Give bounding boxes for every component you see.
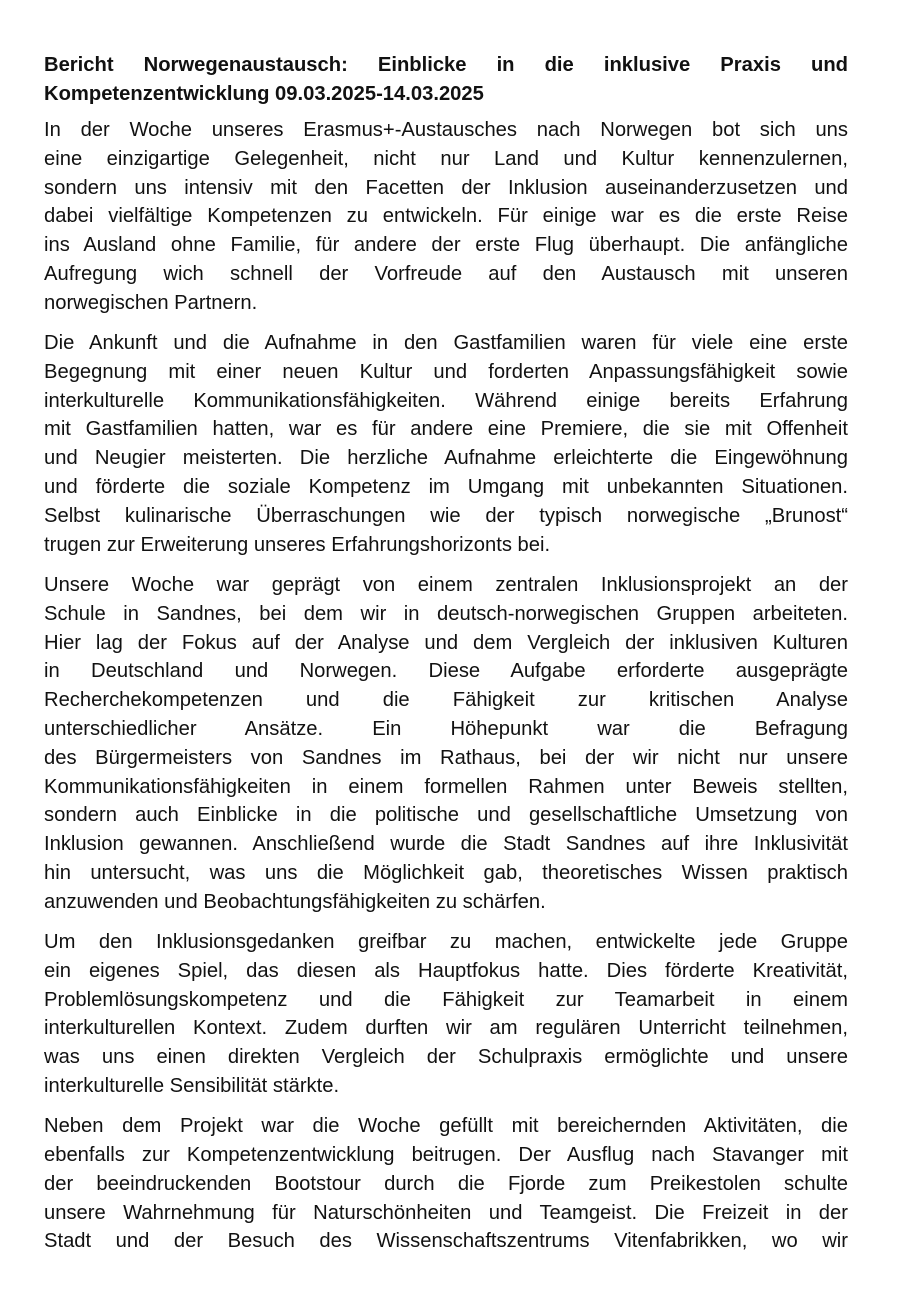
text-line: was uns einen direkten Vergleich der Schulpraxis ermöglichte und unsere [44,1046,848,1069]
title-line: Kompetenzentwicklung 09.03.2025-14.03.2025 [44,83,484,105]
text-line: Hier lag der Fokus auf der Analyse und dem Vergleich der inklusiven Kulturen [44,631,848,654]
document-page [44,51,848,1268]
text-line: sondern auch Einblicke in die politische und gesellschaftliche Umsetzung von [44,804,848,827]
text-line: trugen zur Erweiterung unseres Erfahrungshorizonts bei. [44,533,551,556]
text-line: sondern uns intensiv mit den Facetten der Inklusion auseinanderzusetzen und [44,176,848,199]
text-line: hin untersucht, was uns die Möglichkeit gab, theoretisches Wissen praktisch [44,861,848,884]
text-line: Unsere Woche war geprägt von einem zentralen Inklusionsprojekt an der [44,573,848,596]
text-line: In der Woche unseres Erasmus+-Austausches nach Norwegen bot sich uns [44,119,848,141]
text-line: Recherchekompetenzen und die Fähigkeit zur kritischen Analyse [44,689,848,712]
text-line: Aufregung wich schnell der Vorfreude auf den Austausch mit unseren [44,262,848,285]
text-line: Stadt und der Besuch des Wissenschaftszentrums Vitenfabrikken, wo wir [44,1230,848,1253]
text-line: und förderte die soziale Kompetenz im Umgang mit unbekannten Situationen. [44,476,848,499]
text-line: Begegnung mit einer neuen Kultur und forderten Anpassungsfähigkeit sowie [44,360,848,383]
text-line: interkulturelle Sensibilität stärkte. [44,1075,340,1097]
text-line: dabei vielfältige Kompetenzen zu entwickeln. Für einige war es die erste Reise [44,205,848,228]
text-line: mit Gastfamilien hatten, war es für andere eine Premiere, die sie mit Offenheit [44,418,848,441]
text-line: Schule in Sandnes, bei dem wir in deutsch-norwegischen Gruppen arbeiteten. [44,602,848,625]
text-line: eine einzigartige Gelegenheit, nicht nur Land und Kultur kennenzulernen, [44,147,848,170]
text-line: Selbst kulinarische Überraschungen wie der typisch norwegische „Brunost“ [44,504,848,527]
title-line: Bericht Norwegenaustausch: Einblicke in die inklusive Praxis und [44,54,848,76]
document-title [44,51,848,109]
paragraph-host-families [44,329,848,559]
paragraph-game-development [44,928,848,1101]
text-line: und Neugier meisterten. Die herzliche Aufnahme erleichterte die Eingewöhnung [44,447,848,470]
text-line: Kommunikationsfähigkeiten in einem formellen Rahmen unter Beweis stellten, [44,775,848,798]
paragraph-intro [44,116,848,318]
text-line: ebenfalls zur Kompetenzentwicklung beitrugen. Der Ausflug nach Stavanger mit [44,1144,848,1167]
text-line: anzuwenden und Beobachtungsfähigkeiten zu schärfen. [44,890,546,913]
text-line: interkulturelle Kommunikationsfähigkeiten. Während einige bereits Erfahrung [44,389,848,412]
text-line: unsere Wahrnehmung für Naturschönheiten und Teamgeist. Die Freizeit in der [44,1201,848,1224]
text-line: der beeindruckenden Bootstour durch die Fjorde zum Preikestolen schulte [44,1172,848,1195]
text-line: unterschiedlicher Ansätze. Ein Höhepunkt war die Befragung [44,717,848,740]
text-line: Um den Inklusionsgedanken greifbar zu machen, entwickelte jede Gruppe [44,931,848,954]
text-line: in Deutschland und Norwegen. Diese Aufgabe erforderte ausgeprägte [44,660,848,683]
text-line: Inklusion gewannen. Anschließend wurde die Stadt Sandnes auf ihre Inklusivität [44,833,848,856]
text-line: ins Ausland ohne Familie, für andere der erste Flug überhaupt. Die anfängliche [44,234,848,257]
paragraph-activities [44,1112,848,1256]
text-line: Problemlösungskompetenz und die Fähigkeit zur Teamarbeit in einem [44,988,848,1011]
text-line: norwegischen Partnern. [44,291,258,314]
text-line: Neben dem Projekt war die Woche gefüllt mit bereichernden Aktivitäten, die [44,1115,848,1138]
text-line: ein eigenes Spiel, das diesen als Hauptfokus hatte. Dies förderte Kreativität, [44,959,848,982]
paragraph-inclusion-project [44,571,848,917]
text-line: interkulturellen Kontext. Zudem durften wir am regulären Unterricht teilnehmen, [44,1017,848,1040]
text-line: des Bürgermeisters von Sandnes im Rathaus, bei der wir nicht nur unsere [44,746,848,769]
text-line: Die Ankunft und die Aufnahme in den Gastfamilien waren für viele eine erste [44,332,848,355]
